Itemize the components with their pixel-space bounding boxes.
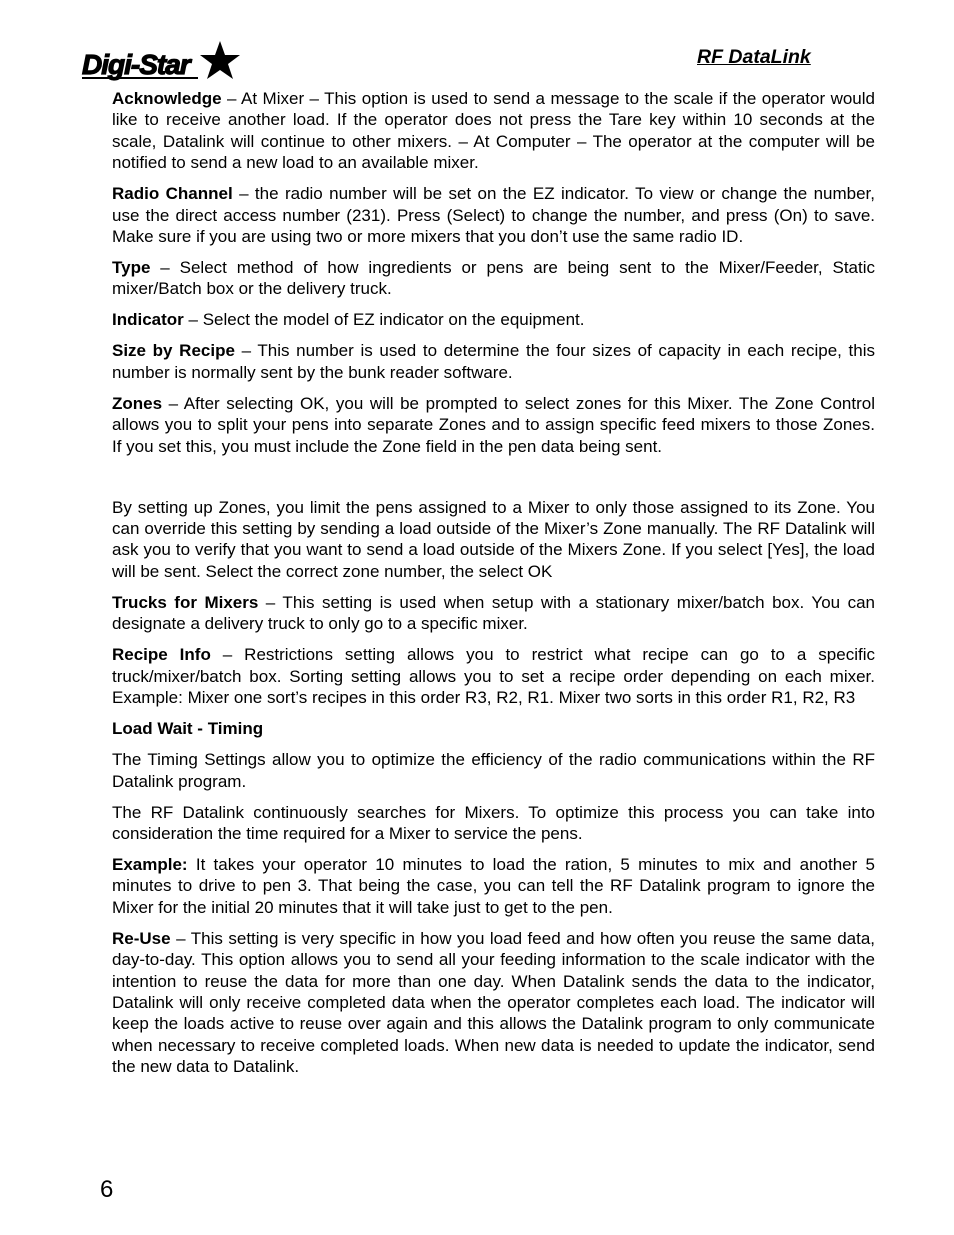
term: Zones — [112, 393, 163, 413]
paragraph-acknowledge — [112, 88, 875, 174]
paragraph-zones-detail — [112, 497, 875, 583]
term: Size by Recipe — [112, 341, 235, 361]
paragraph-text: – Select the model of EZ indicator on the equipment. — [183, 310, 585, 330]
term: Recipe Info — [112, 645, 211, 665]
paragraph-text: – Select method of how ingredients or pens are being sent to the Mixer/Feeder, Static mixer/Batch box or the delivery truck. — [112, 258, 875, 299]
term: Trucks for Mixers — [112, 592, 259, 612]
svg-text:Digi-Star: Digi-Star — [82, 49, 190, 80]
paragraph-searches — [112, 802, 875, 845]
paragraph-text: – After selecting OK, you will be prompted to select zones for this Mixer. The Zone Control allows you to split your pens into separate Zones and to assign specific feed mixers to those Zones. If you set this, you must include the Zone field in the pen data being sent. — [112, 393, 875, 456]
page-number: 6 — [100, 1176, 114, 1203]
paragraph-text: The RF Datalink continuously searches for Mixers. To optimize this process you can take into consideration the time required for a Mixer to service the pens. — [112, 802, 875, 843]
paragraph-text: – Restrictions setting allows you to restrict what recipe can go to a specific truck/mixer/batch box. Sorting setting allows you to set a recipe order depending on each mixer. Example: Mixer one sort’s recipes in this order R3, R2, R1. Mixer two sorts in this order R1, R2, R3 — [112, 645, 875, 708]
paragraph-radio-channel — [112, 183, 875, 247]
paragraph-text: – This number is used to determine the four sizes of capacity in each recipe, this number is normally sent by the bunk reader software. — [112, 341, 875, 382]
section-heading-load-wait-timing — [112, 718, 875, 739]
paragraph-text: By setting up Zones, you limit the pens assigned to a Mixer to only those assigned to its Zone. You can override this setting by sending a load outside of the Mixer’s Zone manually. The RF Datalink will ask you to verify that you want to send a load outside of the Mixers Zone. If you select [Yes], the load will be sent. Select the correct zone number, the select OK — [112, 497, 875, 581]
term: Radio Channel — [112, 184, 233, 204]
paragraph-zones — [112, 393, 875, 457]
paragraph-text: – This setting is very specific in how you load feed and how often you reuse the same data, day-to-day. This option allows you to send all your feeding information to the scale indicator with the intention to reuse the data for more than one day. When Datalink sends the data to the indicator, Datalink will only receive completed data when the operator completes each load. The indicator will keep the loads active to reuse over again and this allows the Datalink program to only communicate when necessary to receive completed loads. When new data is needed to update the indicator, send the new data to Datalink. — [112, 928, 875, 1077]
paragraph-type — [112, 257, 875, 300]
paragraph-trucks-for-mixers — [112, 592, 875, 635]
paragraph-text: It takes your operator 10 minutes to load the ration, 5 minutes to mix and another 5 minutes to drive to pen 3. That being the case, you can tell the RF Datalink program to ignore the Mixer for the initial 20 minutes that it will take just to get to the pen. — [112, 854, 875, 917]
paragraph-size-by-recipe — [112, 340, 875, 383]
section-heading: Load Wait - Timing — [112, 719, 264, 739]
paragraph-text: The Timing Settings allow you to optimize the efficiency of the radio communications within the RF Datalink program. — [112, 750, 875, 791]
paragraph-text: – At Mixer – This option is used to send a message to the scale if the operator would like to receive another load. If the operator does not press the Tare key within 10 seconds at the scale, Datalink will continue to other mixers. – At Computer – The operator at the computer will be notified to send a new load to an available mixer. — [112, 89, 875, 173]
term: Type — [112, 258, 151, 278]
document-body — [112, 88, 875, 1087]
header-title: RF DataLink — [697, 46, 811, 68]
paragraph-text: – This setting is used when setup with a stationary mixer/batch box. You can designate a delivery truck to only go to a specific mixer. — [112, 592, 875, 634]
paragraph-timing-settings — [112, 749, 875, 792]
term: Example: — [112, 854, 188, 874]
term: Acknowledge — [112, 89, 222, 108]
paragraph-example — [112, 854, 875, 918]
paragraph-text: – the radio number will be set on the EZ indicator. To view or change the number, use the direct access number (231). Press (Select) to change the number, and press (On) to save. Make sure if you are using two or more mixers that you don’t use the same radio ID. — [112, 184, 875, 247]
term: Re-Use — [112, 928, 171, 948]
digi-star-logo — [80, 40, 245, 82]
paragraph-re-use — [112, 928, 875, 1078]
paragraph-recipe-info — [112, 644, 875, 708]
paragraph-indicator — [112, 309, 875, 330]
term: Indicator — [112, 310, 184, 330]
spacer — [112, 467, 875, 497]
